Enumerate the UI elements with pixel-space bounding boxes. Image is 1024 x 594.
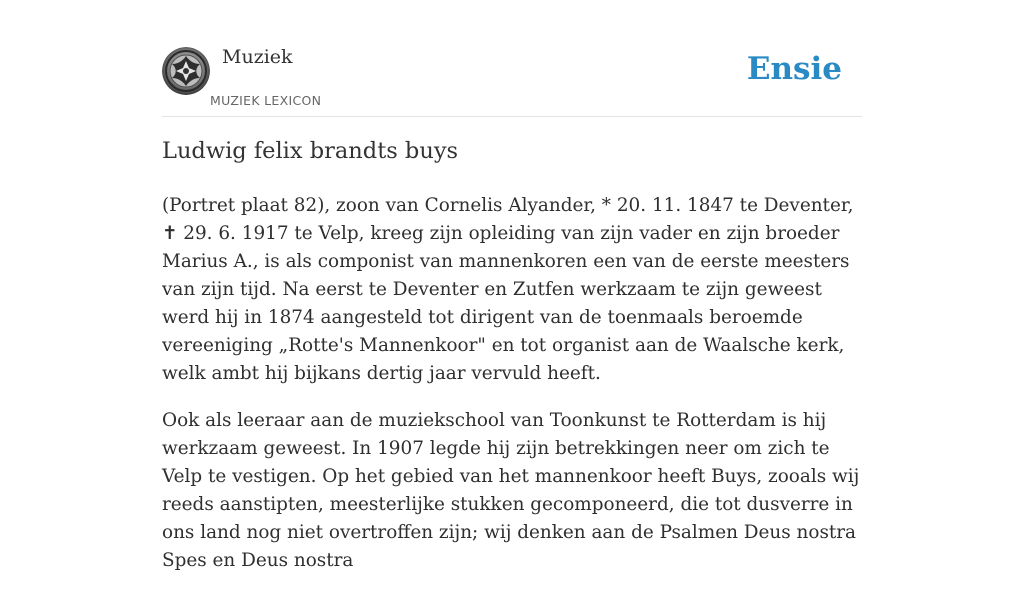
article-title: Ludwig felix brandts buys — [162, 138, 459, 164]
lexicon-label[interactable]: MUZIEK LEXICON — [210, 93, 322, 108]
header — [162, 40, 862, 117]
brand-logo[interactable]: Ensie — [746, 51, 842, 87]
article-paragraph: Ook als leeraar aan de muziekschool van Toonkunst te Rotterdam is hij werkzaam geweest. In 1907 legde hij zijn betrekkingen neer om zich te Velp te vestigen. Op het gebied van het mannenkoor heeft Buys, zooals wij reeds aanstipten, meesterlijke stukken gecomponeerd, die tot dusverre in ons land nog niet overtroffen zijn; wij denken aan de Psalmen Deus nostra Spes en Deus nostra — [162, 410, 860, 571]
article-body — [162, 192, 864, 594]
ornamental-emblem-icon[interactable] — [162, 47, 210, 95]
article-paragraph: (Portret plaat 82), zoon van Cornelis Alyander, * 20. 11. 1847 te Deventer, ✝ 29. 6. 1917 te Velp, kreeg zijn opleiding van zijn vader en zijn broeder Marius A., is als componist van mannenkoren een van de eerste meesters van zijn tijd. Na eerst te Deventer en Zutfen werkzaam te zijn geweest werd hij in 1874 aangesteld tot dirigent van de toenmaals beroemde vereeniging „Rotte's Mannenkoor" en tot organist aan de Waalsche kerk, welk ambt hij bijkans dertig jaar vervuld heeft. — [162, 195, 854, 384]
source-name[interactable]: Muziek — [222, 46, 293, 68]
